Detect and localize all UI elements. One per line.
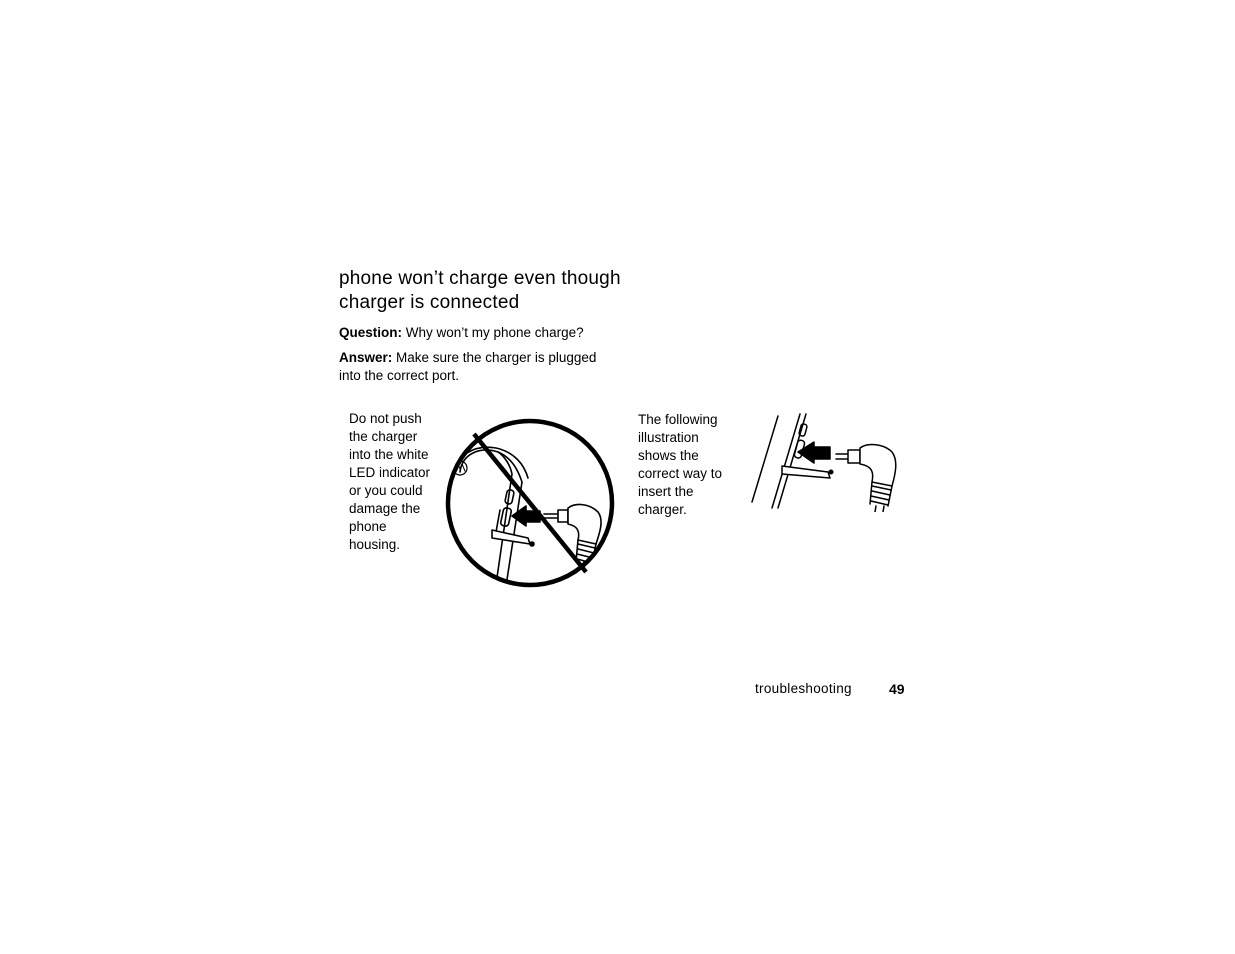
question-label: Question: [339,325,402,340]
question-paragraph [339,324,607,342]
question-text: Why won’t my phone charge? [402,325,584,340]
page-title: phone won’t charge even though charger is connected [339,268,621,313]
page-number: 49 [889,681,905,697]
prohibited-insertion-icon [440,412,622,594]
footer-section-label: troubleshooting [755,681,852,696]
correct-insertion-caption: The following illustration shows the correct way to insert the charger. [638,412,723,517]
answer-paragraph [339,349,607,385]
correct-insertion-icon [748,410,906,512]
answer-label: Answer: [339,350,393,365]
answer-text: Make sure the charger is plugged into the correct port. [339,350,597,383]
wrong-insertion-caption: Do not push the charger into the white LED indicator or you could damage the phone housing. [349,411,431,552]
